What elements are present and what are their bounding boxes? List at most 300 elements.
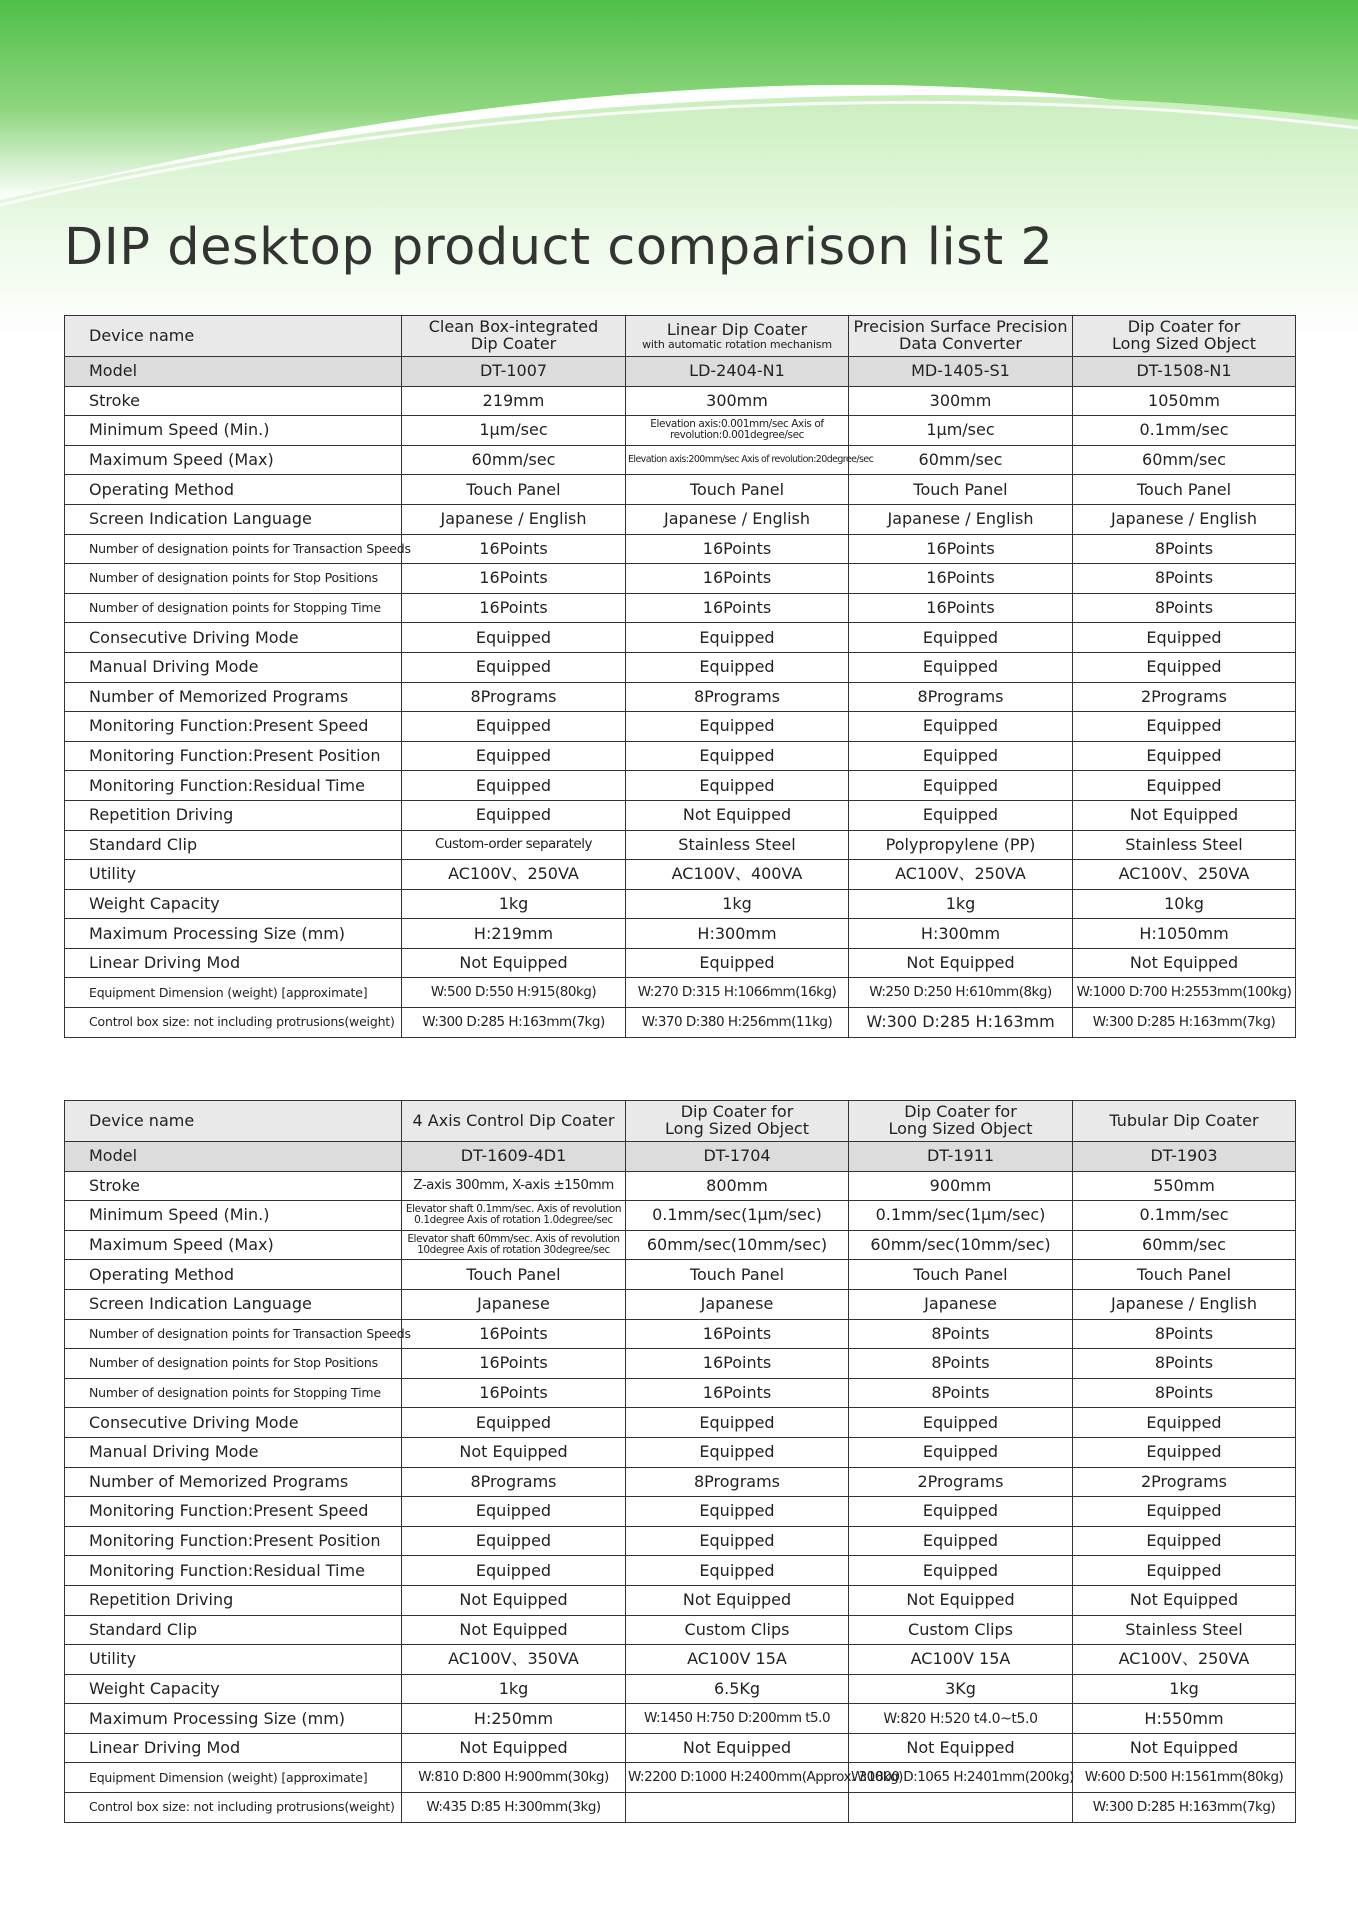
table-cell: H:250mm: [402, 1704, 626, 1734]
row-label: Monitoring Function:Residual Time: [65, 1556, 402, 1586]
table-cell: DT-1007: [402, 357, 626, 387]
row-label: Number of designation points for Stop Positions: [65, 564, 402, 594]
table-cell: Not Equipped: [849, 1585, 1073, 1615]
table-cell: Equipped: [626, 652, 849, 682]
table-cell: 60mm/sec: [1073, 445, 1296, 475]
table-cell: 16Points: [626, 1378, 849, 1408]
table-cell: Equipped: [402, 1526, 626, 1556]
table-cell: 16Points: [626, 534, 849, 564]
row-label: Repetition Driving: [65, 1585, 402, 1615]
table-cell: 16Points: [626, 1349, 849, 1379]
table-cell: 8Programs: [402, 682, 626, 712]
table-cell: 1050mm: [1073, 386, 1296, 416]
table-cell: AC100V、250VA: [1073, 1645, 1296, 1675]
table-row: [65, 1585, 1296, 1615]
product-name-line2: Data Converter: [899, 334, 1022, 353]
table-cell: 16Points: [626, 593, 849, 623]
table-cell: W:435 D:85 H:300mm(3kg): [402, 1793, 626, 1823]
table-row: [65, 948, 1296, 978]
table-cell: W:1000 D:700 H:2553mm(100kg): [1073, 978, 1296, 1008]
table-cell: Touch Panel: [402, 1260, 626, 1290]
table-cell: Equipped: [626, 948, 849, 978]
table-cell: 1kg: [1073, 1674, 1296, 1704]
table-row: [65, 1230, 1296, 1260]
header-label: Device name: [65, 316, 402, 357]
row-label: Minimum Speed (Min.): [65, 1201, 402, 1231]
product-name-line1: Dip Coater for: [680, 1102, 794, 1122]
row-label: Weight Capacity: [65, 889, 402, 919]
table-cell: Not Equipped: [402, 1733, 626, 1763]
table-cell: Polypropylene (PP): [849, 830, 1073, 860]
table-cell: Equipped: [626, 1556, 849, 1586]
row-label: Operating Method: [65, 475, 402, 505]
row-label: Linear Driving Mod: [65, 1733, 402, 1763]
table-cell: W:1800 D:1065 H:2401mm(200kg): [849, 1763, 1073, 1793]
table-cell: 16Points: [402, 1349, 626, 1379]
table-cell: Equipped: [849, 712, 1073, 742]
table-cell: Equipped: [402, 800, 626, 830]
table-cell: Japanese / English: [402, 504, 626, 534]
table-row: [65, 1556, 1296, 1586]
table-row: [65, 1704, 1296, 1734]
table-cell: Equipped: [402, 712, 626, 742]
table-cell: 900mm: [849, 1171, 1073, 1201]
table-cell: W:500 D:550 H:915(80kg): [402, 978, 626, 1008]
row-label: Screen Indication Language: [65, 504, 402, 534]
table-cell: W:1450 H:750 D:200mm t5.0: [626, 1704, 849, 1734]
table-cell: DT-1609-4D1: [402, 1142, 626, 1172]
table-cell: H:300mm: [626, 919, 849, 949]
table-cell: Elevator shaft 60mm/sec. Axis of revolution 10degree Axis of rotation 30degree/sec: [402, 1230, 626, 1260]
table-row: [65, 682, 1296, 712]
table-cell: W:250 D:250 H:610mm(8kg): [849, 978, 1073, 1008]
table-cell: Not Equipped: [849, 948, 1073, 978]
table-cell: 2Programs: [849, 1467, 1073, 1497]
table-cell: 8Programs: [402, 1467, 626, 1497]
row-label: Monitoring Function:Present Position: [65, 741, 402, 771]
table-row: [65, 1378, 1296, 1408]
header-background-wave: [0, 0, 1358, 340]
header-row: [65, 1101, 1296, 1142]
table-cell: Not Equipped: [1073, 800, 1296, 830]
table-cell: H:300mm: [849, 919, 1073, 949]
table-cell: Equipped: [1073, 652, 1296, 682]
row-label: Operating Method: [65, 1260, 402, 1290]
table-cell: 60mm/sec: [849, 445, 1073, 475]
table-cell: Elevation axis:200mm/sec Axis of revolution:20degree/sec: [626, 445, 849, 475]
table-cell: AC100V 15A: [626, 1645, 849, 1675]
table-cell: 8Programs: [626, 682, 849, 712]
table-cell: 2Programs: [1073, 682, 1296, 712]
table-row: [65, 1526, 1296, 1556]
table-cell: Equipped: [402, 652, 626, 682]
row-label: Repetition Driving: [65, 800, 402, 830]
row-label: Number of designation points for Transaction Speeds: [65, 1319, 402, 1349]
row-label: Maximum Processing Size (mm): [65, 1704, 402, 1734]
table-cell: Equipped: [402, 1408, 626, 1438]
table-cell: DT-1911: [849, 1142, 1073, 1172]
table-cell: Touch Panel: [626, 475, 849, 505]
table-row: [65, 1674, 1296, 1704]
table-cell: Not Equipped: [402, 1437, 626, 1467]
table-cell: Equipped: [626, 1497, 849, 1527]
table-row: [65, 1763, 1296, 1793]
table-row: [65, 1171, 1296, 1201]
table-row: [65, 475, 1296, 505]
row-label: Maximum Speed (Max): [65, 1230, 402, 1260]
table-cell: Custom Clips: [849, 1615, 1073, 1645]
table-cell: 60mm/sec(10mm/sec): [626, 1230, 849, 1260]
row-label: Minimum Speed (Min.): [65, 416, 402, 446]
table-cell: AC100V、250VA: [1073, 860, 1296, 890]
table-cell: Not Equipped: [849, 1733, 1073, 1763]
table-cell: Equipped: [626, 1526, 849, 1556]
row-label: Screen Indication Language: [65, 1289, 402, 1319]
table-cell: Not Equipped: [1073, 948, 1296, 978]
table-row: [65, 830, 1296, 860]
table-cell: Touch Panel: [1073, 1260, 1296, 1290]
page-title: DIP desktop product comparison list 2: [64, 218, 1054, 277]
table-cell: Equipped: [1073, 1497, 1296, 1527]
table-cell: 16Points: [402, 534, 626, 564]
table-cell: 1kg: [402, 889, 626, 919]
table-cell: Equipped: [1073, 712, 1296, 742]
product-name-header: [1073, 1101, 1296, 1142]
row-label: Model: [65, 1142, 402, 1172]
table-cell: DT-1704: [626, 1142, 849, 1172]
product-name-line2: Long Sized Object: [888, 1119, 1033, 1138]
table-cell: Equipped: [626, 712, 849, 742]
table-cell: 60mm/sec: [402, 445, 626, 475]
table-cell: W:600 D:500 H:1561mm(80kg): [1073, 1763, 1296, 1793]
table-cell: AC100V、400VA: [626, 860, 849, 890]
product-name-line1: Dip Coater for: [1127, 317, 1241, 337]
table-cell: 1kg: [402, 1674, 626, 1704]
table-row: [65, 712, 1296, 742]
table-cell: 16Points: [402, 593, 626, 623]
table-cell: 16Points: [626, 1319, 849, 1349]
table-cell: Not Equipped: [402, 1615, 626, 1645]
table-row: [65, 1497, 1296, 1527]
table-cell: W:820 H:520 t4.0~t5.0: [849, 1704, 1073, 1734]
row-label: Control box size: not including protrusions(weight): [65, 1793, 402, 1823]
table-cell: Not Equipped: [626, 1585, 849, 1615]
table-cell: DT-1508-N1: [1073, 357, 1296, 387]
row-label: Monitoring Function:Present Speed: [65, 1497, 402, 1527]
table-row: [65, 504, 1296, 534]
table-row: [65, 1437, 1296, 1467]
row-label: Control box size: not including protrusions(weight): [65, 1008, 402, 1038]
product-name-line1: Tubular Dip Coater: [1109, 1110, 1259, 1130]
product-name-line1: 4 Axis Control Dip Coater: [412, 1110, 615, 1130]
table-row: [65, 800, 1296, 830]
table-cell: 16Points: [849, 564, 1073, 594]
table-cell: DT-1903: [1073, 1142, 1296, 1172]
table-cell: AC100V、250VA: [402, 860, 626, 890]
row-label: Maximum Processing Size (mm): [65, 919, 402, 949]
table-row: [65, 1289, 1296, 1319]
table-cell: AC100V 15A: [849, 1645, 1073, 1675]
table-cell: Equipped: [1073, 1556, 1296, 1586]
table-cell: 219mm: [402, 386, 626, 416]
table-row: [65, 1793, 1296, 1823]
table-cell: 1μm/sec: [849, 416, 1073, 446]
table-row: [65, 1260, 1296, 1290]
table-cell: 16Points: [849, 593, 1073, 623]
row-label: Linear Driving Mod: [65, 948, 402, 978]
table-cell: Not Equipped: [1073, 1733, 1296, 1763]
table-row: [65, 386, 1296, 416]
table-cell: Japanese: [849, 1289, 1073, 1319]
row-label: Maximum Speed (Max): [65, 445, 402, 475]
table-cell: 0.1mm/sec: [1073, 416, 1296, 446]
table-cell: Equipped: [1073, 623, 1296, 653]
table-row: [65, 978, 1296, 1008]
table-cell: Equipped: [626, 1408, 849, 1438]
table-row: [65, 741, 1296, 771]
comparison-table-1: [64, 315, 1296, 1038]
table-cell: Equipped: [849, 741, 1073, 771]
table-cell: 8Points: [849, 1378, 1073, 1408]
table-cell: 550mm: [1073, 1171, 1296, 1201]
table-cell: 16Points: [626, 564, 849, 594]
table-cell: 0.1mm/sec(1μm/sec): [626, 1201, 849, 1231]
table-cell: Equipped: [849, 1497, 1073, 1527]
row-label: Equipment Dimension (weight) [approximate]: [65, 1763, 402, 1793]
table-cell: Equipped: [1073, 1408, 1296, 1438]
row-label: Stroke: [65, 386, 402, 416]
table-cell: Stainless Steel: [626, 830, 849, 860]
table-cell: 16Points: [849, 534, 1073, 564]
table-cell: Equipped: [1073, 1526, 1296, 1556]
table-cell: 800mm: [626, 1171, 849, 1201]
table-cell: Not Equipped: [402, 1585, 626, 1615]
table-cell: Stainless Steel: [1073, 1615, 1296, 1645]
table-row: [65, 1615, 1296, 1645]
table-cell: MD-1405-S1: [849, 357, 1073, 387]
product-name-line1: Linear Dip Coater: [666, 319, 808, 339]
table-cell: 8Points: [849, 1349, 1073, 1379]
table-cell: W:370 D:380 H:256mm(11kg): [626, 1008, 849, 1038]
table-cell: Equipped: [626, 1437, 849, 1467]
table-cell: Equipped: [402, 1556, 626, 1586]
row-label: Manual Driving Mode: [65, 652, 402, 682]
table-cell: 10kg: [1073, 889, 1296, 919]
table-cell: W:300 D:285 H:163mm(7kg): [1073, 1008, 1296, 1038]
table-cell: 8Points: [849, 1319, 1073, 1349]
row-label: Utility: [65, 1645, 402, 1675]
row-label: Number of Memorized Programs: [65, 1467, 402, 1497]
table-cell: 1kg: [849, 889, 1073, 919]
row-label: Manual Driving Mode: [65, 1437, 402, 1467]
row-label: Number of designation points for Transaction Speeds: [65, 534, 402, 564]
table-cell: 8Points: [1073, 1319, 1296, 1349]
product-name-line2: Long Sized Object: [665, 1119, 809, 1138]
table-row: [65, 1319, 1296, 1349]
row-label: Monitoring Function:Present Speed: [65, 712, 402, 742]
table-cell: Touch Panel: [849, 1260, 1073, 1290]
table-cell: AC100V、250VA: [849, 860, 1073, 890]
table-row: [65, 593, 1296, 623]
row-label: Utility: [65, 860, 402, 890]
row-label: Consecutive Driving Mode: [65, 623, 402, 653]
table-cell: Custom-order separately: [402, 830, 626, 860]
header-label: Device name: [65, 1101, 402, 1142]
table-cell: Touch Panel: [402, 475, 626, 505]
table-cell: 2Programs: [1073, 1467, 1296, 1497]
table-cell: 8Points: [1073, 593, 1296, 623]
table-cell: Equipped: [849, 623, 1073, 653]
table-row: [65, 771, 1296, 801]
product-name-line2: Long Sized Object: [1112, 334, 1256, 353]
table-cell: 8Points: [1073, 1378, 1296, 1408]
product-name-header: [402, 1101, 626, 1142]
table-cell: Touch Panel: [849, 475, 1073, 505]
table-cell: 16Points: [402, 1319, 626, 1349]
row-label: Monitoring Function:Residual Time: [65, 771, 402, 801]
row-label: Number of designation points for Stopping Time: [65, 1378, 402, 1408]
table-cell: Equipped: [402, 623, 626, 653]
table-cell: 16Points: [402, 564, 626, 594]
table-row: [65, 416, 1296, 446]
table-row: [65, 1467, 1296, 1497]
table-cell: H:1050mm: [1073, 919, 1296, 949]
row-label: Number of Memorized Programs: [65, 682, 402, 712]
table-cell: Equipped: [626, 623, 849, 653]
table-cell: Custom Clips: [626, 1615, 849, 1645]
table-cell: 8Programs: [849, 682, 1073, 712]
table-row: [65, 445, 1296, 475]
product-name-header: [626, 316, 849, 357]
product-name-line1: Precision Surface Precision: [853, 317, 1068, 337]
table-cell: Equipped: [849, 771, 1073, 801]
table-cell: [849, 1793, 1073, 1823]
table-cell: 8Programs: [626, 1467, 849, 1497]
table-row: [65, 1408, 1296, 1438]
table-cell: Elevation axis:0.001mm/sec Axis of revolution:0.001degree/sec: [626, 416, 849, 446]
table-cell: H:219mm: [402, 919, 626, 949]
table-cell: Equipped: [1073, 771, 1296, 801]
table-row: [65, 860, 1296, 890]
table-cell: Not Equipped: [626, 1733, 849, 1763]
table-cell: Touch Panel: [1073, 475, 1296, 505]
product-name-header: [402, 316, 626, 357]
table-row: [65, 1645, 1296, 1675]
table-row: [65, 919, 1296, 949]
table-cell: 60mm/sec(10mm/sec): [849, 1230, 1073, 1260]
table-cell: Equipped: [1073, 741, 1296, 771]
row-label: Weight Capacity: [65, 1674, 402, 1704]
table-cell: W:810 D:800 H:900mm(30kg): [402, 1763, 626, 1793]
table-row: [65, 564, 1296, 594]
table-row: [65, 1142, 1296, 1172]
table-cell: Equipped: [402, 741, 626, 771]
table-cell: Stainless Steel: [1073, 830, 1296, 860]
table-row: [65, 1201, 1296, 1231]
row-label: Standard Clip: [65, 1615, 402, 1645]
row-label: Number of designation points for Stop Positions: [65, 1349, 402, 1379]
row-label: Monitoring Function:Present Position: [65, 1526, 402, 1556]
table-cell: Japanese / English: [849, 504, 1073, 534]
product-name-line1: Clean Box-integrated: [428, 317, 599, 337]
table-cell: Equipped: [402, 771, 626, 801]
table-cell: Equipped: [849, 800, 1073, 830]
table-cell: Japanese / English: [1073, 504, 1296, 534]
table-row: [65, 534, 1296, 564]
table-cell: Equipped: [849, 1526, 1073, 1556]
table-cell: Equipped: [1073, 1437, 1296, 1467]
table-cell: 300mm: [849, 386, 1073, 416]
table-cell: 8Points: [1073, 534, 1296, 564]
table-cell: LD-2404-N1: [626, 357, 849, 387]
row-label: Standard Clip: [65, 830, 402, 860]
product-name-line2: with automatic rotation mechanism: [642, 337, 832, 351]
table-cell: Elevator shaft 0.1mm/sec. Axis of revolution 0.1degree Axis of rotation 1.0degree/sec: [402, 1201, 626, 1231]
table-row: [65, 1349, 1296, 1379]
table-cell: Equipped: [849, 652, 1073, 682]
table-cell: Japanese: [626, 1289, 849, 1319]
table-cell: Japanese: [402, 1289, 626, 1319]
table-cell: 60mm/sec: [1073, 1230, 1296, 1260]
product-name-header: [849, 316, 1073, 357]
table-cell: Japanese / English: [626, 504, 849, 534]
table-cell: W:300 D:285 H:163mm(7kg): [1073, 1793, 1296, 1823]
product-name-line1: Dip Coater for: [904, 1102, 1017, 1122]
table-row: [65, 1733, 1296, 1763]
product-name-header: [1073, 316, 1296, 357]
table-cell: Japanese / English: [1073, 1289, 1296, 1319]
table-cell: W:300 D:285 H:163mm(7kg): [402, 1008, 626, 1038]
row-label: Number of designation points for Stopping Time: [65, 593, 402, 623]
table-cell: 3Kg: [849, 1674, 1073, 1704]
table-cell: 1kg: [626, 889, 849, 919]
table-cell: Not Equipped: [402, 948, 626, 978]
table-cell: [626, 1793, 849, 1823]
table-cell: Not Equipped: [1073, 1585, 1296, 1615]
table-cell: Equipped: [849, 1437, 1073, 1467]
product-name-header: [849, 1101, 1073, 1142]
table-cell: W:300 D:285 H:163mm: [849, 1008, 1073, 1038]
table-row: [65, 652, 1296, 682]
row-label: Consecutive Driving Mode: [65, 1408, 402, 1438]
table-cell: Equipped: [402, 1497, 626, 1527]
table-cell: 0.1mm/sec(1μm/sec): [849, 1201, 1073, 1231]
comparison-table-2: [64, 1100, 1296, 1823]
table-cell: 6.5Kg: [626, 1674, 849, 1704]
table-cell: 1μm/sec: [402, 416, 626, 446]
table-cell: AC100V、350VA: [402, 1645, 626, 1675]
row-label: Equipment Dimension (weight) [approximate]: [65, 978, 402, 1008]
row-label: Model: [65, 357, 402, 387]
row-label: Stroke: [65, 1171, 402, 1201]
product-name-header: [626, 1101, 849, 1142]
table-cell: W:270 D:315 H:1066mm(16kg): [626, 978, 849, 1008]
table-cell: Equipped: [849, 1408, 1073, 1438]
table-cell: 16Points: [402, 1378, 626, 1408]
table-cell: Touch Panel: [626, 1260, 849, 1290]
table-row: [65, 357, 1296, 387]
table-cell: 300mm: [626, 386, 849, 416]
table-cell: 8Points: [1073, 564, 1296, 594]
table-cell: Equipped: [849, 1556, 1073, 1586]
table-cell: Equipped: [626, 771, 849, 801]
table-cell: 8Points: [1073, 1349, 1296, 1379]
table-cell: Equipped: [626, 741, 849, 771]
product-name-line2: Dip Coater: [470, 334, 557, 353]
header-row: [65, 316, 1296, 357]
table-row: [65, 1008, 1296, 1038]
table-cell: Z-axis 300mm, X-axis ±150mm: [402, 1171, 626, 1201]
